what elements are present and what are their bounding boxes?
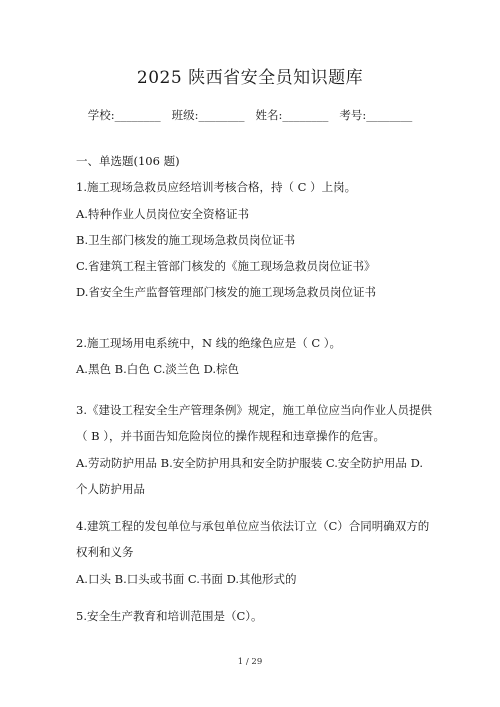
section-heading: 一、单选题(106 题) — [76, 154, 180, 168]
page-number: 1 / 29 — [237, 657, 263, 667]
question-2-stem: 2.施工现场用电系统中，N 线的绝缘色应是（ C ）。 — [76, 336, 342, 350]
question-4-stem-line-1: 4.建筑工程的发包单位与承包单位应当依法订立（C）合同明确双方的 — [76, 519, 430, 533]
document-title: 2025 陕西省安全员知识题库 — [136, 68, 364, 88]
question-2-options: A.黑色 B.白色 C.淡兰色 D.棕色 — [76, 362, 240, 376]
question-3-options-line-2: 个人防护用品 — [76, 482, 145, 496]
question-3-stem-line-2: （ B ），并书面告知危险岗位的操作规程和违章操作的危害。 — [76, 429, 386, 443]
question-1-option-c: C.省建筑工程主管部门核发的《施工现场急救员岗位证书》 — [76, 259, 376, 273]
question-5-stem: 5.安全生产教育和培训范围是（C）。 — [76, 609, 263, 623]
question-3-stem-line-1: 3.《建设工程安全生产管理条例》规定，施工单位应当向作业人员提供 — [76, 403, 432, 417]
question-1-option-a: A.特种作业人员岗位安全资格证书 — [76, 207, 249, 221]
question-1-option-d: D.省安全生产监督管理部门核发的施工现场急救员岗位证书 — [76, 285, 376, 299]
question-4-stem-line-2: 权利和义务 — [76, 545, 134, 559]
student-info-line: 学校:________ 班级:________ 姓名:________ 考号:________ — [87, 108, 413, 122]
question-1-option-b: B.卫生部门核发的施工现场急救员岗位证书 — [76, 233, 296, 247]
question-3-options-line-1: A.劳动防护用品 B.安全防护用具和安全防护服装 C.安全防护用品 D. — [76, 456, 424, 470]
question-1-stem: 1.施工现场急救员应经培训考核合格，持（ C ）上岗。 — [76, 180, 357, 194]
question-4-options: A.口头 B.口头或书面 C.书面 D.其他形式的 — [76, 572, 297, 586]
